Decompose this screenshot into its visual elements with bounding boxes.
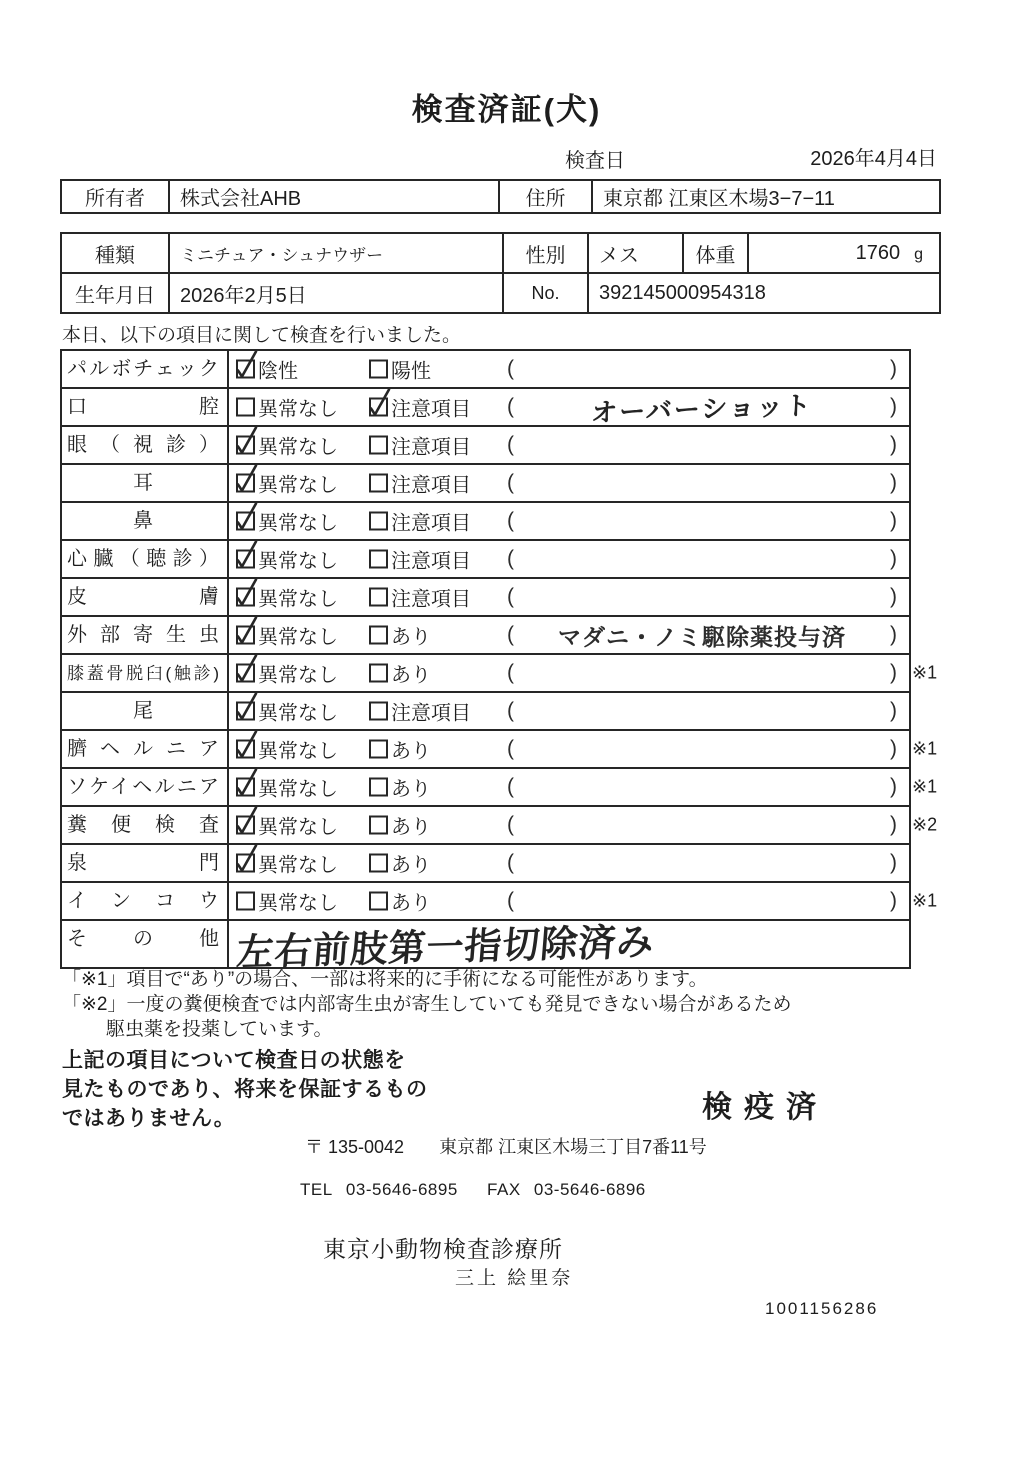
exam-row-content <box>229 769 909 805</box>
paren-open: ( <box>507 585 514 608</box>
remarks-parentheses <box>507 693 897 729</box>
paren-open: ( <box>507 813 514 836</box>
option-2-label: あり <box>391 892 431 915</box>
exam-row <box>62 427 909 465</box>
checkbox-unchecked <box>369 854 388 873</box>
disclaimer-line-2: 見たものであり、将来を保証するもの <box>62 1078 428 1101</box>
exam-row-content <box>229 617 909 653</box>
microchip-no-value: 392145000954318 <box>587 274 939 312</box>
inspection-date-label: 検査日 <box>565 150 625 172</box>
exam-row-content <box>229 579 909 615</box>
birthdate-label: 生年月日 <box>75 284 155 307</box>
checkbox-unchecked <box>369 512 388 531</box>
exam-row-content <box>229 503 909 539</box>
checkbox-checked <box>236 474 255 493</box>
checkbox-checked <box>236 360 255 379</box>
checkbox-checked <box>236 626 255 645</box>
checkmark-icon <box>234 349 261 381</box>
handwritten-note: 左右前肢第一指切除済み <box>234 921 657 974</box>
clinic-postal-code: 〒 135-0042 <box>305 1137 405 1157</box>
checkmark-icon <box>234 539 261 571</box>
checkbox-checked <box>236 816 255 835</box>
paren-close: ) <box>890 775 897 798</box>
option-1-label: 異常なし <box>258 892 338 915</box>
option-1-label: 異常なし <box>258 664 338 687</box>
option-1 <box>236 621 338 650</box>
option-1-label: 異常なし <box>258 854 338 877</box>
animal-table <box>60 232 941 314</box>
footnote-reference: ※1 <box>912 776 938 797</box>
exam-row-content <box>229 541 909 577</box>
checkmark-icon <box>234 501 261 533</box>
inspection-date-value: 2026年4月4日 <box>810 148 937 170</box>
paren-open: ( <box>507 699 514 722</box>
option-1 <box>236 773 338 802</box>
checkbox-unchecked <box>236 892 255 911</box>
footnote-reference: ※1 <box>912 890 938 911</box>
exam-row <box>62 655 938 693</box>
remarks-parentheses <box>507 579 897 615</box>
option-1 <box>236 735 338 764</box>
exam-item-label: 心臓（聴診） <box>62 541 229 577</box>
exam-row-content <box>229 351 909 387</box>
exam-item-label: 外部寄生虫 <box>62 617 229 653</box>
option-1 <box>236 811 338 840</box>
option-1 <box>236 545 338 574</box>
option-1 <box>236 431 338 460</box>
checkbox-checked <box>236 778 255 797</box>
option-2 <box>369 355 431 384</box>
checkmark-icon <box>234 425 261 457</box>
paren-close: ) <box>890 699 897 722</box>
paren-close: ) <box>890 509 897 532</box>
paren-close: ) <box>890 395 897 418</box>
paren-open: ( <box>507 433 514 456</box>
checkmark-icon <box>367 387 394 419</box>
checkbox-unchecked <box>369 626 388 645</box>
microchip-no-label: No. <box>502 274 587 312</box>
checkmark-icon <box>234 767 261 799</box>
option-1-label: 異常なし <box>258 512 338 535</box>
checkbox-checked <box>236 854 255 873</box>
paren-close: ) <box>890 737 897 760</box>
checkbox-unchecked <box>369 436 388 455</box>
footnote-reference: ※1 <box>912 662 938 683</box>
weight-value <box>747 234 939 272</box>
animal-table-row-2 <box>62 274 939 312</box>
checkbox-unchecked <box>369 550 388 569</box>
exam-item-label: 尾 <box>62 693 229 729</box>
option-1 <box>236 355 298 384</box>
paren-open: ( <box>507 775 514 798</box>
weight-number: 1760 <box>855 241 901 264</box>
paren-open: ( <box>507 851 514 874</box>
exam-row <box>62 389 909 427</box>
fax-label: FAX <box>487 1180 521 1199</box>
remarks-parentheses <box>507 541 897 577</box>
checkmark-icon <box>234 843 261 875</box>
paren-close: ) <box>890 813 897 836</box>
clinic-name: 東京小動物検査診療所 <box>323 1236 563 1262</box>
remarks-parentheses <box>507 427 897 463</box>
exam-item-label: 眼（視診） <box>62 427 229 463</box>
fax-number: 03-5646-6896 <box>533 1180 646 1199</box>
option-1 <box>236 583 338 612</box>
remarks-parentheses <box>507 807 897 843</box>
option-1 <box>236 507 338 536</box>
option-2-label: 陽性 <box>391 360 431 383</box>
tel-number: 03-5646-6895 <box>345 1180 458 1199</box>
breed-label: 種類 <box>95 244 135 267</box>
exam-row <box>62 731 938 769</box>
clinic-address-line <box>305 1133 707 1159</box>
checkbox-checked <box>236 588 255 607</box>
option-1-label: 異常なし <box>258 398 338 421</box>
owner-address-label: 住所 <box>498 181 591 212</box>
option-1-label: 異常なし <box>258 740 338 763</box>
checkmark-icon <box>234 463 261 495</box>
option-1-label: 異常なし <box>258 626 338 649</box>
footnote-2-continued: 駆虫薬を投薬しています。 <box>106 1019 333 1040</box>
exam-row <box>62 579 909 617</box>
option-1 <box>236 659 338 688</box>
checkbox-checked <box>369 398 388 417</box>
option-2-label: 注意項目 <box>391 588 471 611</box>
option-2 <box>369 621 431 650</box>
owner-label: 所有者 <box>85 188 145 210</box>
paren-open: ( <box>507 471 514 494</box>
clinic-tel-fax-line <box>300 1180 646 1200</box>
checkmark-icon <box>234 577 261 609</box>
option-2-label: あり <box>391 816 431 839</box>
paren-close: ) <box>890 851 897 874</box>
remarks-parentheses <box>507 465 897 501</box>
footnote-1: 「※1」項目で“あり”の場合、一部は将来的に手術になる可能性があります。 <box>62 969 708 990</box>
option-2 <box>369 393 471 422</box>
owner-address-value: 東京都 江東区木場3−7−11 <box>591 181 939 212</box>
exam-row <box>62 845 909 883</box>
paren-open: ( <box>507 357 514 380</box>
option-1 <box>236 887 338 916</box>
disclaimer-line-3: ではありません。 <box>62 1107 236 1130</box>
option-2-label: 注意項目 <box>391 474 471 497</box>
exam-row <box>62 465 909 503</box>
option-2 <box>369 735 431 764</box>
sex-value: メス <box>587 234 682 272</box>
exam-row-content <box>229 731 909 767</box>
remarks-parentheses <box>507 503 897 539</box>
option-1-label: 異常なし <box>258 702 338 725</box>
remarks-parentheses <box>507 769 897 805</box>
paren-close: ) <box>890 547 897 570</box>
paren-open: ( <box>507 509 514 532</box>
option-1-label: 異常なし <box>258 474 338 497</box>
option-2 <box>369 811 431 840</box>
exam-row <box>62 541 909 579</box>
remarks-parentheses <box>507 389 897 428</box>
exam-item-label: パルボチェック <box>62 351 229 387</box>
option-1-label: 異常なし <box>258 778 338 801</box>
exam-item-label: 泉門 <box>62 845 229 881</box>
option-1 <box>236 697 338 726</box>
exam-row-content <box>229 465 909 501</box>
remarks-note: オーバーショット <box>590 389 814 428</box>
checkbox-checked <box>236 664 255 683</box>
option-2-label: あり <box>391 626 431 649</box>
checkbox-checked <box>236 702 255 721</box>
option-2 <box>369 849 431 878</box>
option-2-label: 注意項目 <box>391 702 471 725</box>
exam-row <box>62 921 909 974</box>
page-title: 検査済証(犬) <box>411 92 602 127</box>
checkbox-unchecked <box>369 588 388 607</box>
exam-row <box>62 617 909 655</box>
option-2 <box>369 545 471 574</box>
disclaimer-line-1: 上記の項目について検査日の状態を <box>62 1049 406 1072</box>
weight-label: 体重 <box>682 234 747 272</box>
examiner-name: 三上 絵里奈 <box>455 1268 574 1289</box>
checkbox-checked <box>236 512 255 531</box>
option-2-label: 注意項目 <box>391 436 471 459</box>
checkbox-checked <box>236 740 255 759</box>
paren-close: ) <box>890 623 897 646</box>
checkmark-icon <box>234 729 261 761</box>
checkbox-unchecked <box>369 702 388 721</box>
option-2 <box>369 773 431 802</box>
exam-item-label: 耳 <box>62 465 229 501</box>
option-2-label: あり <box>391 778 431 801</box>
paren-open: ( <box>507 623 514 646</box>
exam-row-content <box>229 655 909 691</box>
option-2-label: あり <box>391 664 431 687</box>
paren-open: ( <box>507 889 514 912</box>
owner-value: 株式会社AHB <box>168 181 498 212</box>
remarks-note: マダニ・ノミ駆除薬投与済 <box>558 623 846 650</box>
exam-item-label: 皮膚 <box>62 579 229 615</box>
checkbox-unchecked <box>369 474 388 493</box>
option-2-label: あり <box>391 854 431 877</box>
clinic-street-address: 東京都 江東区木場三丁目7番11号 <box>439 1137 707 1157</box>
option-2-label: 注意項目 <box>391 398 471 421</box>
paren-open: ( <box>507 395 514 418</box>
weight-unit: g <box>914 246 923 263</box>
remarks-parentheses <box>507 731 897 767</box>
paren-open: ( <box>507 737 514 760</box>
checkbox-unchecked <box>369 778 388 797</box>
checkmark-icon <box>234 615 261 647</box>
paren-close: ) <box>890 661 897 684</box>
serial-number: 1001156286 <box>765 1299 879 1318</box>
checkmark-icon <box>234 691 261 723</box>
option-2 <box>369 507 471 536</box>
option-1 <box>236 849 338 878</box>
option-2 <box>369 697 471 726</box>
checkbox-unchecked <box>369 740 388 759</box>
checkmark-icon <box>234 653 261 685</box>
paren-open: ( <box>507 661 514 684</box>
exam-item-label: 膝蓋骨脱臼(触診) <box>62 655 229 691</box>
option-1-label: 異常なし <box>258 436 338 459</box>
disclaimer-text <box>62 1046 428 1133</box>
checkbox-checked <box>236 436 255 455</box>
checkmark-icon <box>234 805 261 837</box>
checkbox-unchecked <box>369 816 388 835</box>
exam-row-content <box>229 921 909 974</box>
option-1-label: 陰性 <box>258 360 298 383</box>
exam-item-label: ソケイヘルニア <box>62 769 229 805</box>
checkbox-unchecked <box>369 664 388 683</box>
intro-text: 本日、以下の項目に関して検査を行いました。 <box>62 325 462 346</box>
exam-row-content <box>229 807 909 843</box>
option-2-label: 注意項目 <box>391 550 471 573</box>
exam-item-label: 臍ヘルニア <box>62 731 229 767</box>
option-2 <box>369 469 471 498</box>
exam-item-label: 口腔 <box>62 389 229 425</box>
birthdate-value: 2026年2月5日 <box>168 274 502 312</box>
exam-row-content <box>229 693 909 729</box>
option-2-label: 注意項目 <box>391 512 471 535</box>
remarks-parentheses <box>507 655 897 691</box>
remarks-parentheses <box>507 617 897 653</box>
option-1-label: 異常なし <box>258 588 338 611</box>
exam-row <box>62 503 909 541</box>
remarks-parentheses <box>507 351 897 387</box>
exam-row-content <box>229 845 909 881</box>
option-1 <box>236 393 338 422</box>
exam-row-content <box>229 427 909 463</box>
paren-close: ) <box>890 889 897 912</box>
footnote-reference: ※2 <box>912 814 938 835</box>
quarantine-stamp: 検疫済 <box>702 1091 828 1124</box>
footnote-2: 「※2」一度の糞便検査では内部寄生虫が寄生していても発見できない場合があるため <box>62 994 792 1015</box>
option-1 <box>236 469 338 498</box>
paren-close: ) <box>890 471 897 494</box>
owner-table <box>60 179 941 214</box>
option-2 <box>369 887 431 916</box>
animal-table-row-1 <box>62 234 939 274</box>
paren-close: ) <box>890 585 897 608</box>
exam-row <box>62 769 938 807</box>
exam-item-label: インコウ <box>62 883 229 919</box>
option-2-label: あり <box>391 740 431 763</box>
option-1-label: 異常なし <box>258 550 338 573</box>
breed-value: ミニチュア・シュナウザー <box>168 234 502 272</box>
exam-row <box>62 351 909 389</box>
exam-table <box>60 349 938 974</box>
exam-row <box>62 693 909 731</box>
exam-row-content <box>229 389 909 428</box>
paren-open: ( <box>507 547 514 570</box>
checkbox-unchecked <box>369 360 388 379</box>
checkbox-checked <box>236 550 255 569</box>
checkbox-unchecked <box>369 892 388 911</box>
remarks-parentheses <box>507 845 897 881</box>
exam-row <box>62 807 938 845</box>
tel-label: TEL <box>300 1180 333 1199</box>
sex-label: 性別 <box>502 234 587 272</box>
option-2 <box>369 583 471 612</box>
paren-close: ) <box>890 357 897 380</box>
footnotes <box>62 967 792 1042</box>
exam-item-label: その他 <box>62 921 229 967</box>
option-2 <box>369 431 471 460</box>
exam-item-label: 糞便検査 <box>62 807 229 843</box>
option-1-label: 異常なし <box>258 816 338 839</box>
footnote-reference: ※1 <box>912 738 938 759</box>
option-2 <box>369 659 431 688</box>
exam-item-label: 鼻 <box>62 503 229 539</box>
paren-close: ) <box>890 433 897 456</box>
checkbox-unchecked <box>236 398 255 417</box>
